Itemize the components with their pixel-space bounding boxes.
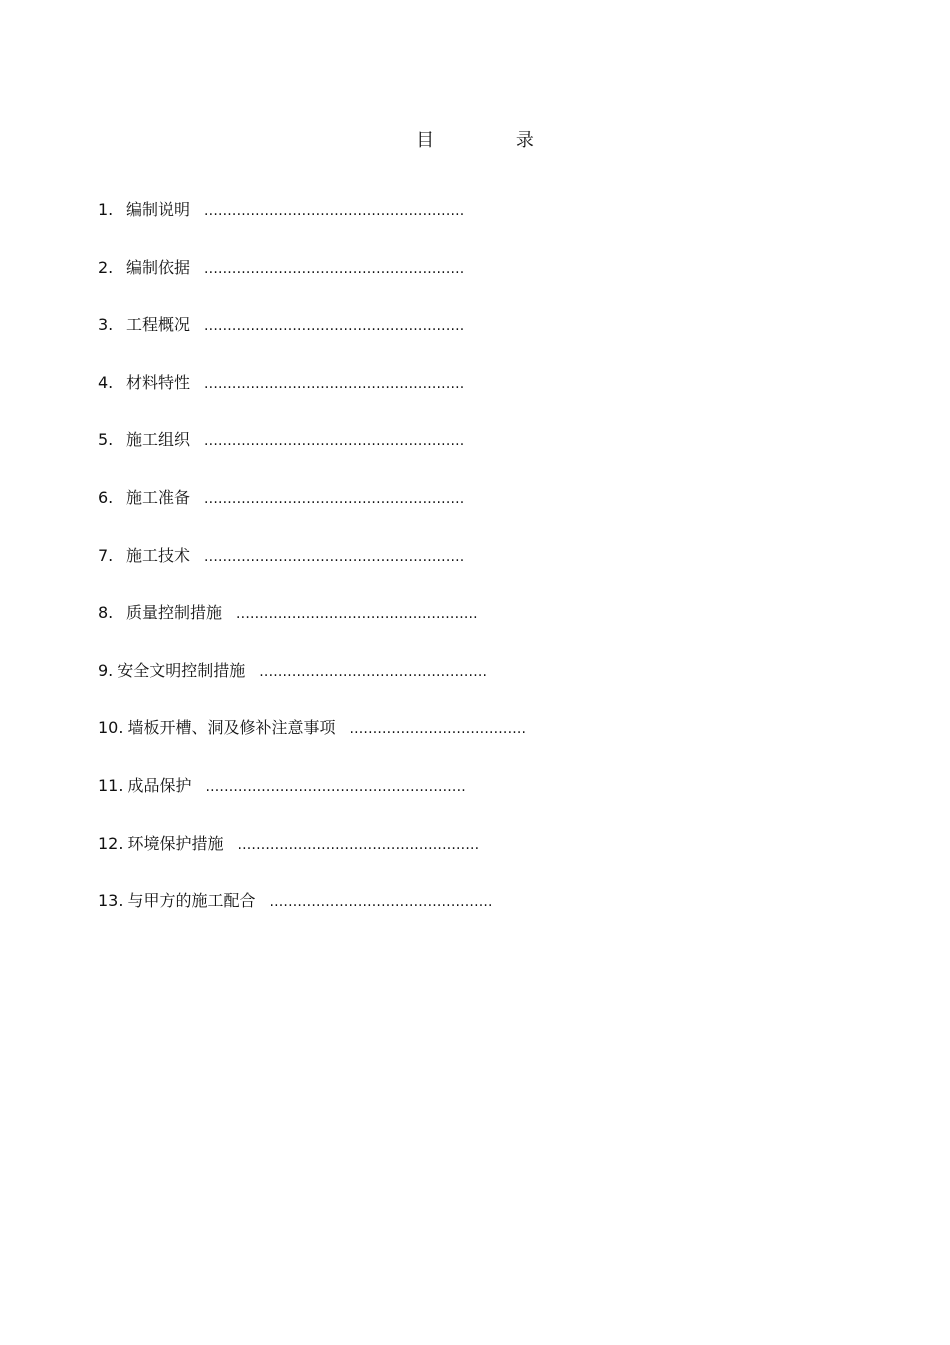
toc-item-leader: .................................................... — [237, 836, 480, 853]
toc-item[interactable] — [98, 542, 526, 600]
toc-item-number: 5. — [98, 430, 114, 450]
toc-item-label: 施工技术 — [126, 545, 191, 565]
toc-item-label: 施工准备 — [126, 487, 191, 507]
toc-item[interactable] — [98, 484, 526, 542]
toc-item-number: 8. — [98, 603, 114, 623]
toc-item[interactable] — [98, 369, 526, 427]
toc-item[interactable] — [98, 254, 526, 312]
toc-item-label: 安全文明控制措施 — [117, 660, 246, 680]
toc-item[interactable] — [98, 830, 526, 888]
toc-item-label: 环境保护措施 — [127, 833, 224, 853]
toc-item-number: 4. — [98, 372, 114, 392]
toc-item-leader: ........................................................ — [204, 490, 465, 507]
toc-item-label: 工程概况 — [126, 315, 191, 335]
toc-item-number: 12. — [98, 833, 124, 853]
table-of-contents — [98, 196, 526, 945]
toc-item-leader: ........................................................ — [204, 548, 465, 565]
toc-item-label: 墙板开槽、洞及修补注意事项 — [127, 718, 336, 738]
toc-item-label: 施工组织 — [126, 430, 191, 450]
toc-item[interactable] — [98, 426, 526, 484]
toc-item-leader: ........................................................ — [204, 260, 465, 277]
toc-item[interactable] — [98, 311, 526, 369]
toc-item-number: 1. — [98, 200, 114, 219]
toc-item[interactable] — [98, 599, 526, 657]
toc-item-leader: .................................................... — [236, 606, 478, 623]
toc-item[interactable] — [98, 887, 526, 945]
toc-item-number: 10. — [98, 718, 124, 738]
toc-item-label: 编制依据 — [126, 257, 191, 277]
toc-item[interactable] — [98, 196, 526, 254]
toc-item-number: 11. — [98, 775, 124, 795]
page-title: 目 录 — [416, 130, 572, 151]
toc-item-label: 编制说明 — [126, 200, 191, 219]
toc-item-label: 质量控制措施 — [126, 603, 223, 623]
toc-item-number: 7. — [98, 545, 114, 565]
toc-item-number: 2. — [98, 257, 114, 277]
toc-item-leader: ................................................. — [259, 663, 488, 680]
toc-item[interactable] — [98, 772, 526, 830]
toc-item[interactable] — [98, 714, 526, 772]
toc-item-label: 成品保护 — [127, 775, 192, 795]
toc-item[interactable] — [98, 657, 526, 715]
toc-item-number: 6. — [98, 487, 114, 507]
toc-item-leader: ...................................... — [349, 721, 527, 738]
toc-item-leader: ........................................................ — [205, 778, 466, 795]
toc-item-leader: ................................................ — [269, 894, 493, 911]
toc-item-number: 13. — [98, 891, 124, 911]
toc-item-leader: ........................................................ — [204, 433, 465, 450]
toc-item-leader: ........................................................ — [204, 318, 465, 335]
toc-item-leader: ........................................................ — [204, 203, 465, 219]
toc-item-number: 3. — [98, 315, 114, 335]
toc-item-leader: ........................................................ — [204, 375, 465, 392]
toc-item-label: 材料特性 — [126, 372, 191, 392]
toc-item-number: 9. — [98, 660, 114, 680]
toc-item-label: 与甲方的施工配合 — [127, 891, 256, 911]
